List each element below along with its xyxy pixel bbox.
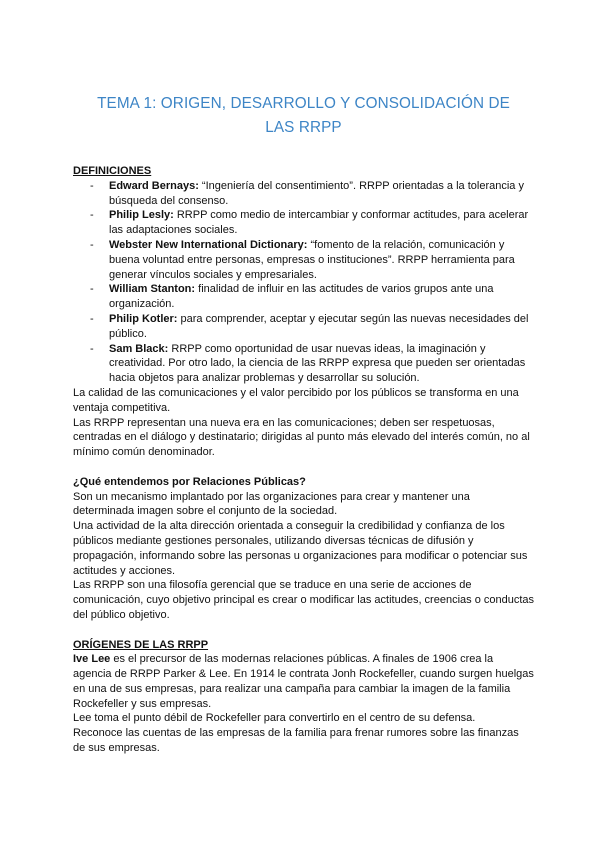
paragraph xyxy=(73,652,534,711)
section-heading-origenes: ORÍGENES DE LAS RRPP xyxy=(73,638,209,651)
paragraph: Las RRPP representan una nueva era en las comunicaciones; deben ser respetuosas, centradas en el diálogo y destinatario; dirigidas al punto más elevado del interés común, no al mínimo común denominador. xyxy=(73,416,530,459)
definition-text: “fomento de la relación, comunicación y buena voluntad entre personas, empresas o instituciones”. RRPP herramienta para generar vínculos sociales y empresariales. xyxy=(109,238,515,281)
definition-term: William Stanton: xyxy=(109,283,196,296)
definition-term: Philip Lesly: xyxy=(109,209,174,222)
definition-item: - Webster New International Dictionary: “fomento de la relación, comunicación y buena voluntad entre personas, empresas o instituciones”. RRPP herramienta para generar vínculos sociales y empresariales. xyxy=(90,238,515,281)
paragraph: Reconoce las cuentas de las empresas de la familia para frenar rumores sobre las finanzas de sus empresas. xyxy=(73,727,519,755)
definition-item: - Philip Kotler: para comprender, aceptar y ejecutar según las nuevas necesidades del público. xyxy=(90,312,529,340)
lead-term: Ive Lee xyxy=(73,653,111,666)
definition-text: RRPP como medio de intercambiar y conformar actitudes, para acelerar las adaptaciones sociales. xyxy=(109,209,529,237)
definition-item: - William Stanton: finalidad de influir en las actitudes de varios grupos ante una organización. xyxy=(90,283,494,311)
document-title xyxy=(73,92,534,140)
definition-text: finalidad de influir en las actitudes de varios grupos ante una organización. xyxy=(109,283,494,311)
section-heading-definiciones: DEFINICIONES xyxy=(73,165,152,177)
definition-term: Sam Black: xyxy=(109,342,169,355)
paragraph: La calidad de las comunicaciones y el valor percibido por los públicos se transforma en una ventaja competitiva. xyxy=(73,386,519,414)
definition-term: Webster New International Dictionary: xyxy=(109,238,308,251)
section-que-entendemos xyxy=(73,475,534,623)
definition-item: - Edward Bernays: “Ingeniería del consentimiento”. RRPP orientadas a la tolerancia y búsqueda del consenso. xyxy=(90,179,524,207)
definition-text: para comprender, aceptar y ejecutar según las nuevas necesidades del público. xyxy=(109,312,529,340)
paragraph: Las RRPP son una filosofía gerencial que se traduce en una serie de acciones de comunicación, cuyo objetivo principal es crear o modificar las actitudes, creencias o conductas del público objetivo. xyxy=(73,579,535,621)
title-line-1: TEMA 1: ORIGEN, DESARROLLO Y CONSOLIDACIÓN DE xyxy=(97,95,510,112)
lead-text: es el precursor de las modernas relaciones públicas. A finales de 1906 crea la agencia de RRPP Parker & Lee. En 1914 le contrata Jonh Rockefeller, cuando surgen huelgas en una de sus empresas, para realizar una campaña para cambiar la imagen de la familia Rockefeller y sus empresas. xyxy=(73,653,534,710)
paragraph: Son un mecanismo implantado por las organizaciones para crear y mantener una determinada imagen sobre el conjunto de la sociedad. xyxy=(73,490,470,518)
definitions-list xyxy=(73,179,534,386)
definition-term: Philip Kotler: xyxy=(109,312,178,325)
definition-text: “Ingeniería del consentimiento”. RRPP orientadas a la tolerancia y búsqueda del consenso. xyxy=(109,179,524,207)
definition-term: Edward Bernays: xyxy=(109,179,199,192)
section-definiciones xyxy=(73,164,534,460)
section-origenes xyxy=(73,638,534,756)
paragraph: Una actividad de la alta dirección orientada a conseguir la credibilidad y confianza de los públicos mediante gestiones personales, utilizando diversas técnicas de difusión y propagación, informando sobre las personas u organizaciones para modificar o potenciar sus actitudes y acciones. xyxy=(73,520,528,577)
paragraph: Lee toma el punto débil de Rockefeller para convertirlo en el centro de su defensa. xyxy=(73,712,476,725)
definition-text: RRPP como oportunidad de usar nuevas ideas, la imaginación y creatividad. Por otro lado, la ciencia de las RRPP expresa que pueden ser orientadas hacia objetos para analizar problemas y desarrollar su solución. xyxy=(109,342,526,385)
definition-item: - Sam Black: RRPP como oportunidad de usar nuevas ideas, la imaginación y creatividad. Por otro lado, la ciencia de las RRPP expresa que pueden ser orientadas hacia objetos para analizar problemas y desarrollar su solución. xyxy=(90,342,526,385)
title-line-2: LAS RRPP xyxy=(265,119,342,136)
section-heading-que-entendemos: ¿Qué entendemos por Relaciones Públicas? xyxy=(73,475,306,488)
definition-item: - Philip Lesly: RRPP como medio de intercambiar y conformar actitudes, para acelerar las adaptaciones sociales. xyxy=(90,209,529,237)
